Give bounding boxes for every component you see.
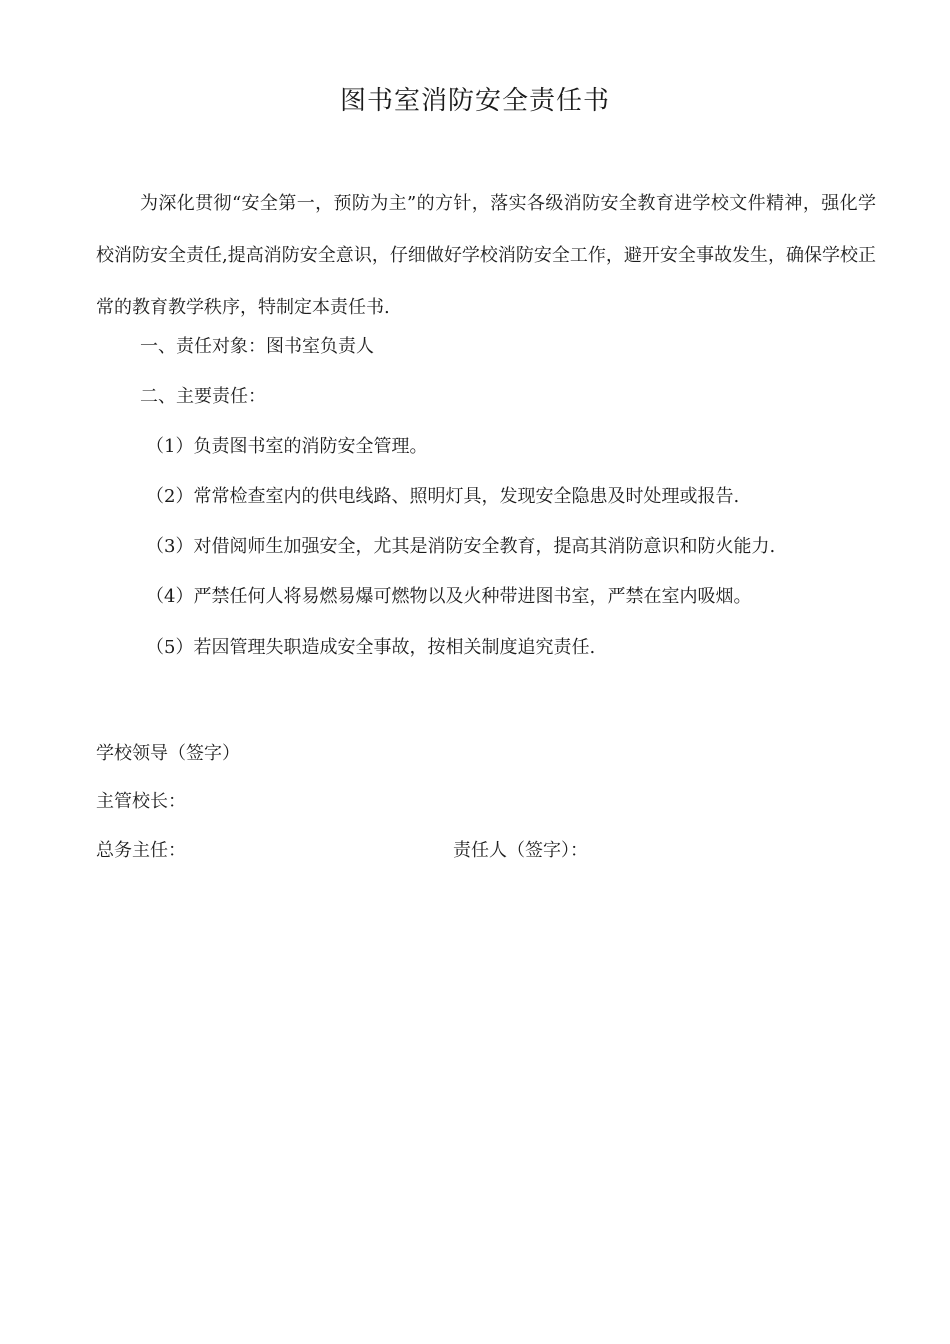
signature-responsible-person: 责任人（签字）： — [453, 840, 588, 861]
signature-school-leader: 学校领导（签字） — [96, 743, 240, 764]
signature-principal: 主管校长： — [96, 791, 186, 812]
section-main-responsibilities: 二、主要责任： — [140, 386, 266, 407]
duty-item-2: （2）常常检查室内的供电线路、照明灯具，发现安全隐患及时处理或报告. — [146, 486, 740, 507]
section-responsibility-target: 一、责任对象：图书室负责人 — [140, 336, 374, 357]
intro-paragraph: 为深化贯彻“安全第一，预防为主”的方针，落实各级消防安全教育进学校文件精神，强化学校消防安全责任,提高消防安全意识，仔细做好学校消防安全工作，避开安全事故发生，确保学校正常的教育教学秩序，特制定本责任书. — [96, 193, 876, 318]
duty-item-5: （5）若因管理失职造成安全事故，按相关制度追究责任. — [146, 637, 596, 658]
duty-item-3: （3）对借阅师生加强安全，尤其是消防安全教育，提高其消防意识和防火能力. — [146, 536, 776, 557]
signature-general-affairs: 总务主任： — [96, 840, 186, 861]
duty-item-4: （4）严禁任何人将易燃易爆可燃物以及火种带进图书室，严禁在室内吸烟。 — [146, 586, 752, 607]
duty-item-1: （1）负责图书室的消防安全管理。 — [146, 436, 428, 457]
document-title: 图书室消防安全责任书 — [339, 86, 610, 116]
